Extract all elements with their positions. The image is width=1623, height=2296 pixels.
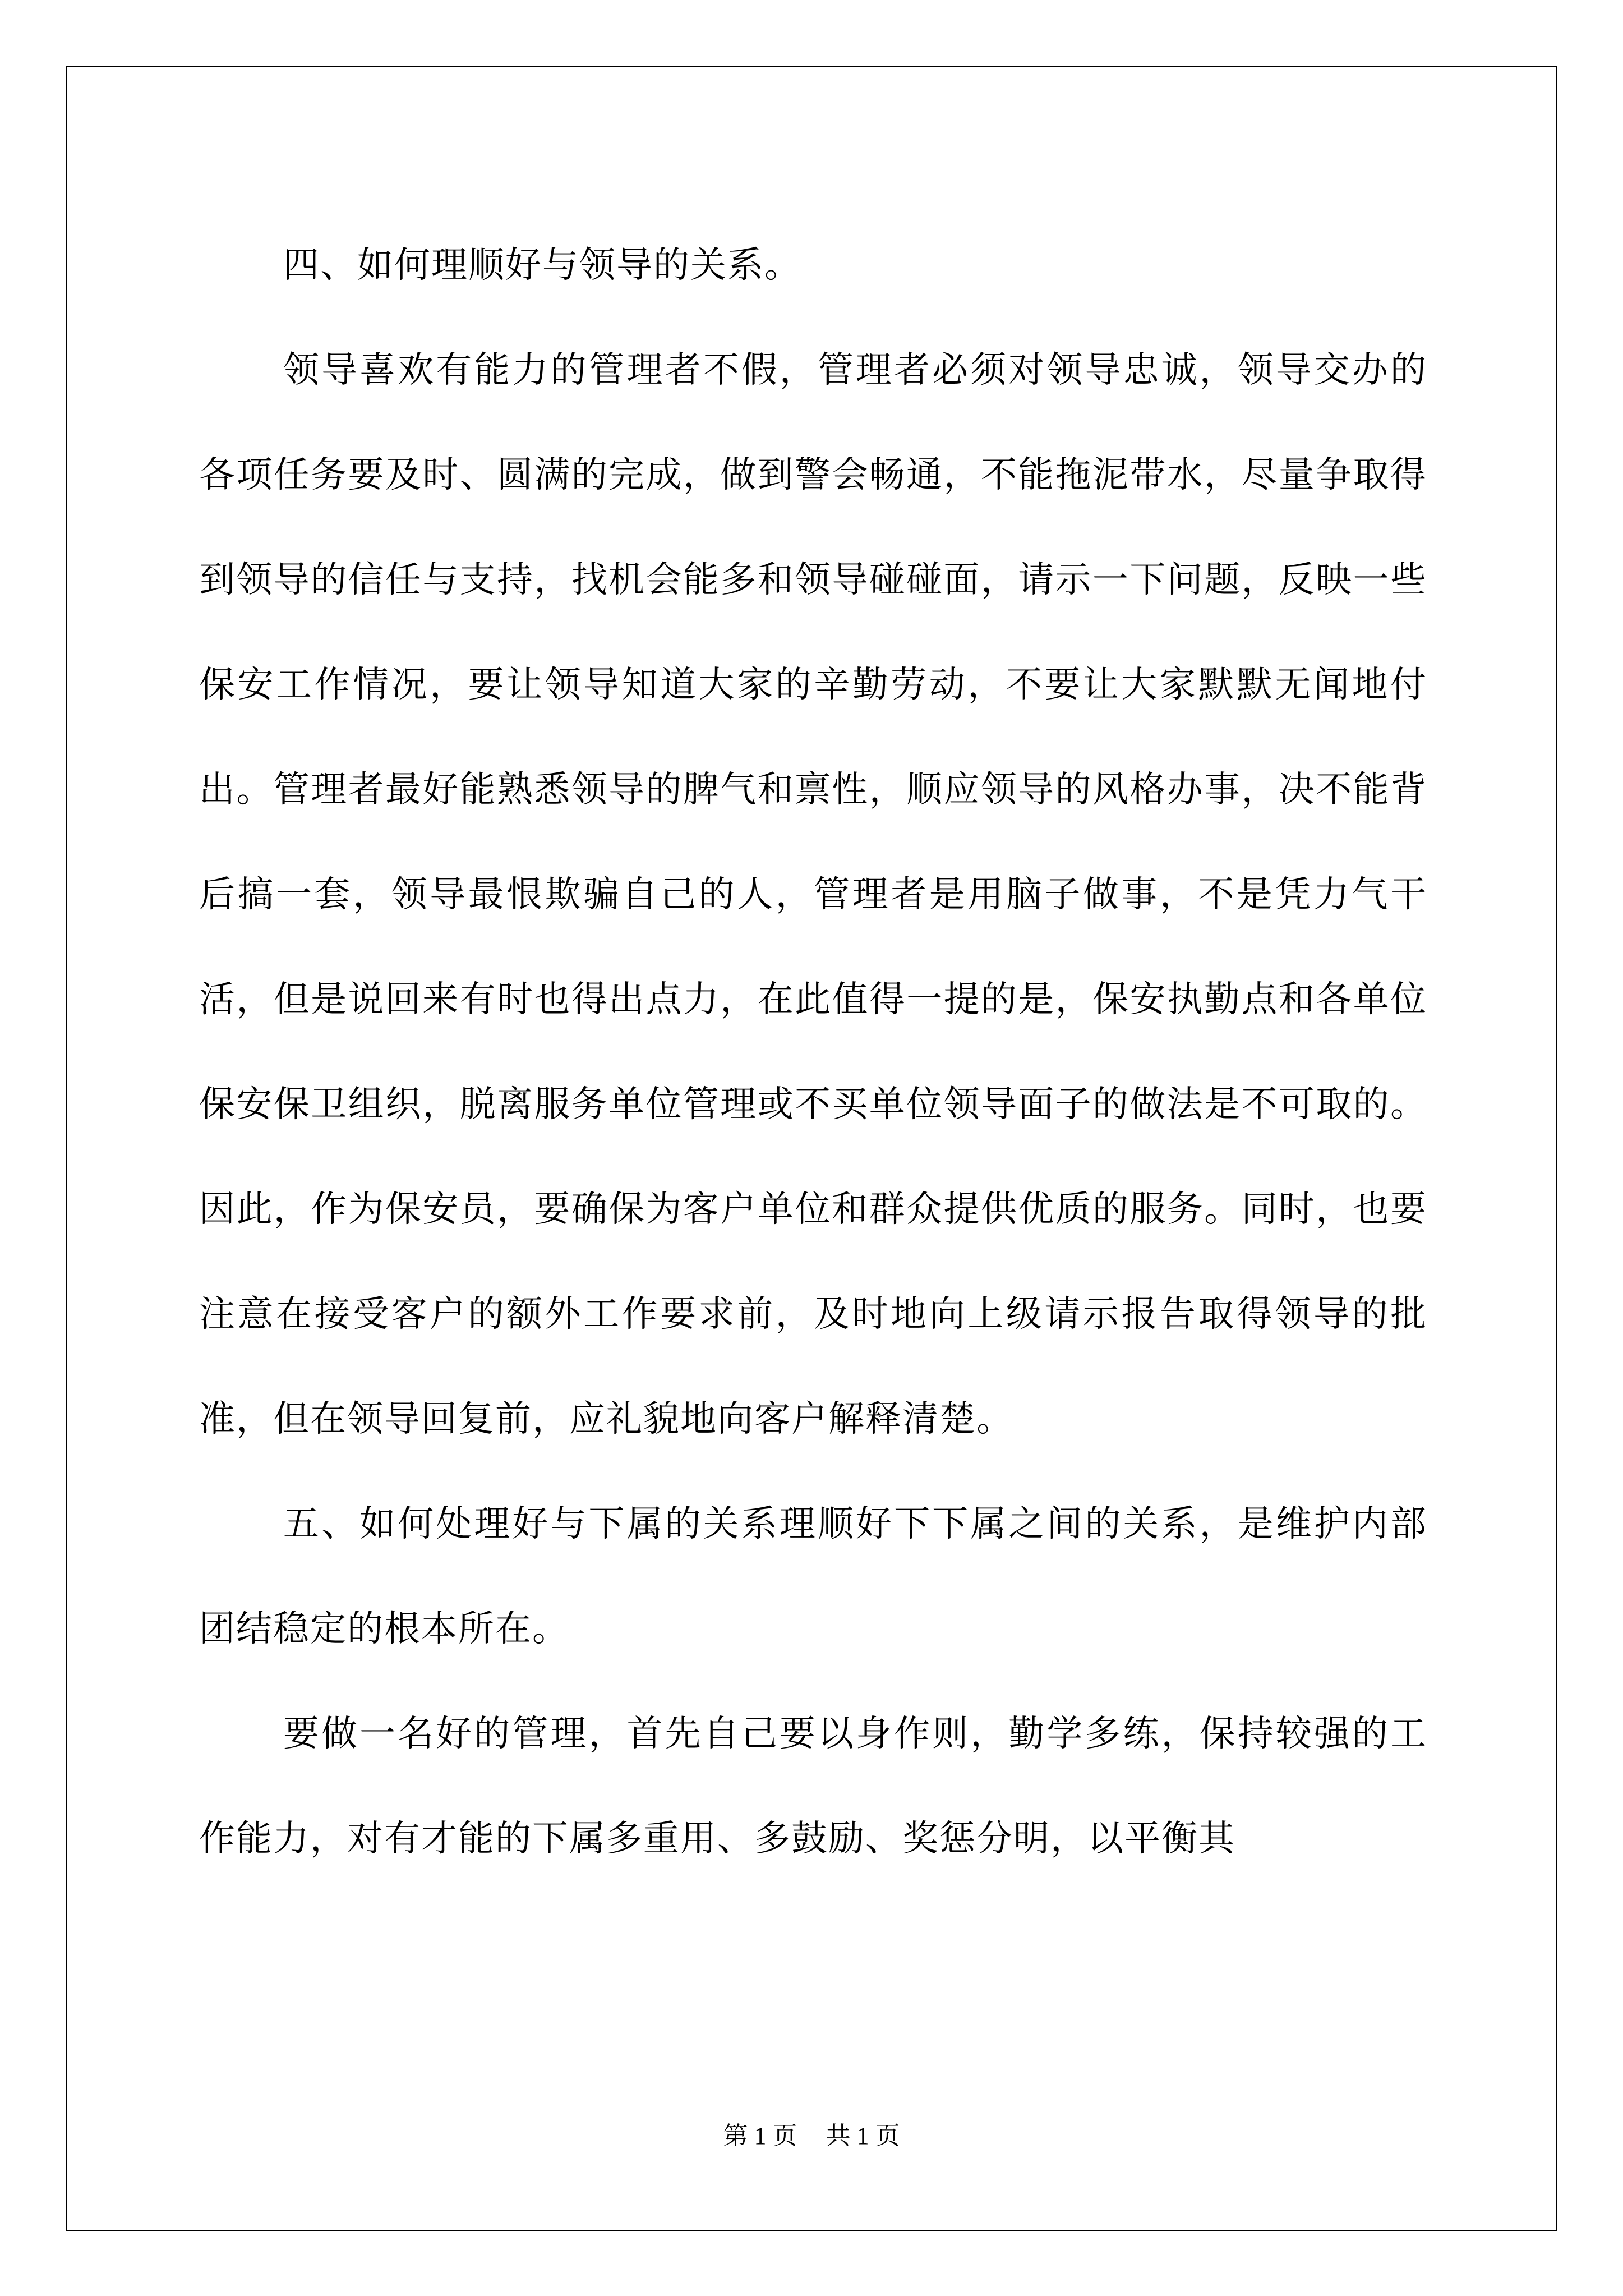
section-heading-5: 五、如何处理好与下属的关系理顺好下下属之间的关系，是维护内部团结稳定的根本所在。: [199, 1503, 1427, 1650]
page-footer: [0, 2119, 1623, 2153]
section-heading-4: 四、如何理顺好与领导的关系。: [283, 245, 801, 286]
document-body: [199, 213, 1427, 1892]
page-total: 共 1 页: [826, 2122, 900, 2150]
body-paragraph: 要做一名好的管理，首先自己要以身作则，勤学多练，保持较强的工作能力，对有才能的下属多重用、多鼓励、奖惩分明，以平衡其: [199, 1713, 1427, 1860]
body-paragraph: 领导喜欢有能力的管理者不假，管理者必须对领导忠诚，领导交办的各项任务要及时、圆满的完成，做到警会畅通，不能拖泥带水，尽量争取得到领导的信任与支持，找机会能多和领导碰碰面，请示一下问题，反映一些保安工作情况，要让领导知道大家的辛勤劳动，不要让大家默默无闻地付出。管理者最好能熟悉领导的脾气和禀性，顺应领导的风格办事，决不能背后搞一套，领导最恨欺骗自己的人，管理者是用脑子做事，不是凭力气干活，但是说回来有时也得出点力，在此值得一提的是，保安执勤点和各单位保安保卫组织，脱离服务单位管理或不买单位领导面子的做法是不可取的。因此，作为保安员，要确保为客户单位和群众提供优质的服务。同时，也要注意在接受客户的额外工作要求前，及时地向上级请示报告取得领导的批准，但在领导回复前，应礼貌地向客户解释清楚。: [199, 349, 1427, 1440]
page-number: 第 1 页: [723, 2122, 797, 2150]
